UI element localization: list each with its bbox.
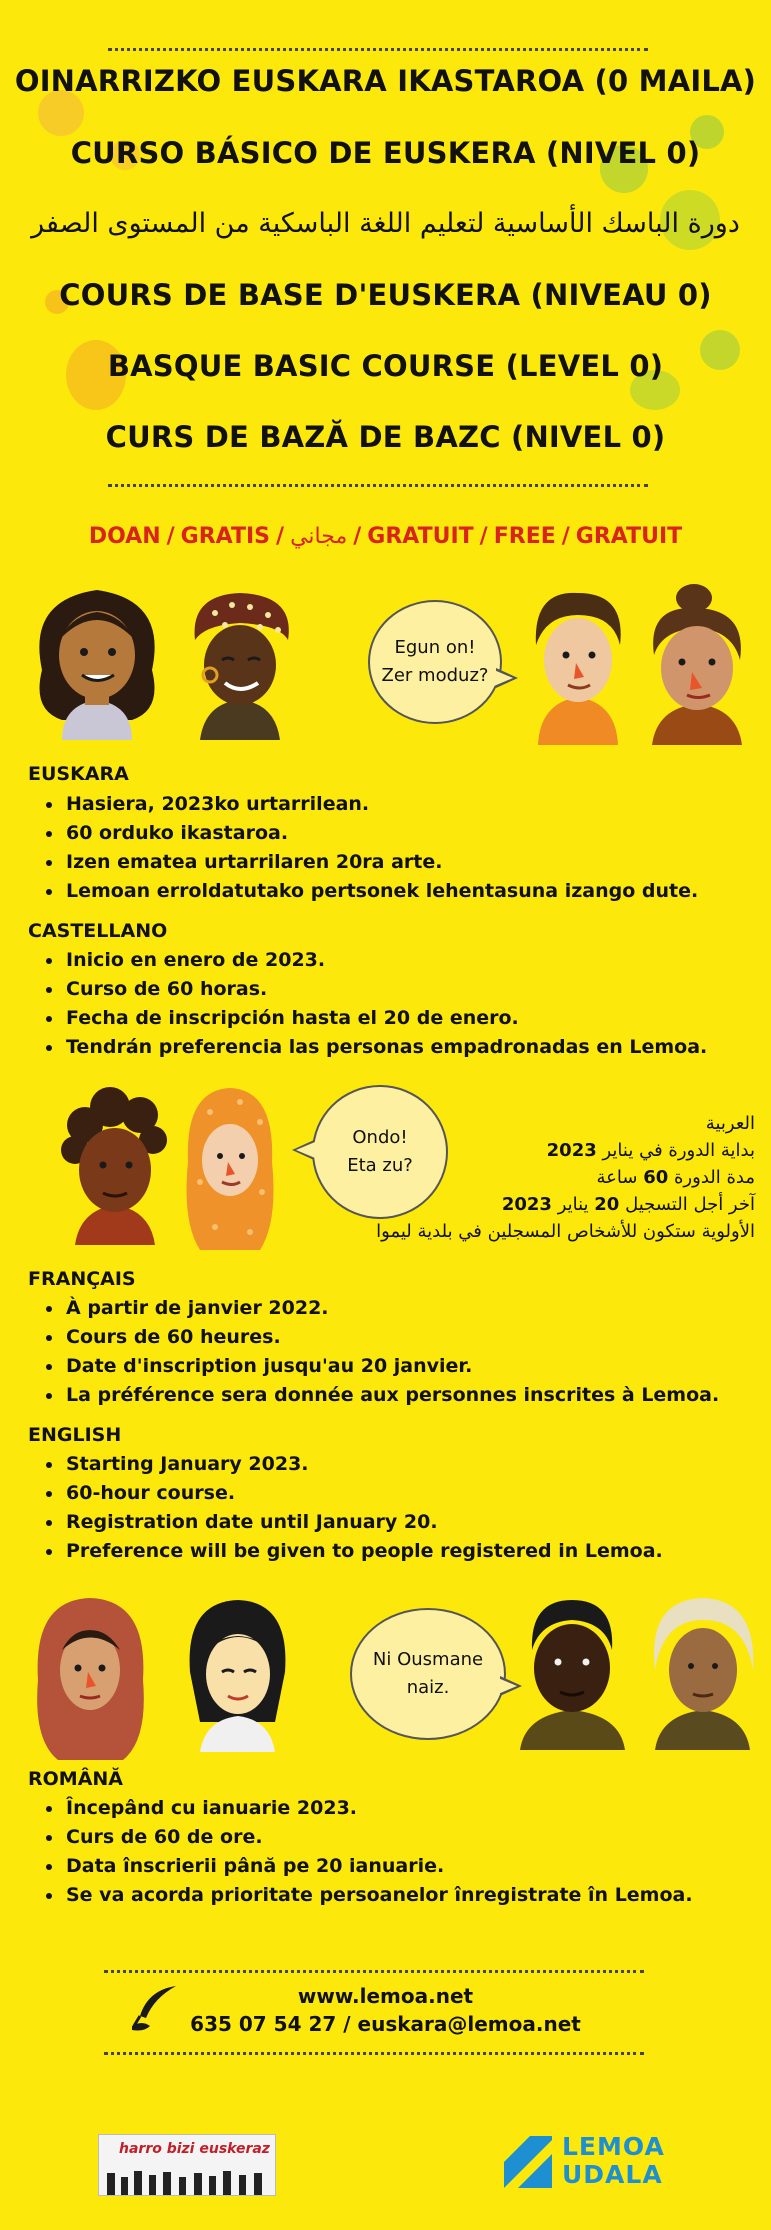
man-illustration-3 [510, 1590, 635, 1750]
heading-english: ENGLISH [28, 1424, 122, 1446]
title-euskara: OINARRIZKO EUSKARA IKASTAROA (0 MAILA) [14, 64, 757, 98]
arabic-line-2: مدة الدورة 60 ساعة [596, 1167, 755, 1188]
arabic-line-3: آخر أجل التسجيل 20 يناير 2023 [501, 1194, 755, 1215]
bubble-3-line-2: naiz. [406, 1677, 450, 1698]
title-arabic: دورة الباسك الأساسية لتعليم اللغة الباسكية من المستوى الصفر [31, 208, 740, 239]
arabic-line-1: بداية الدورة في يناير 2023 [546, 1140, 755, 1161]
list-item: • Se va acorda prioritate persoanelor înregistrate în Lemoa. [64, 1881, 693, 1910]
speech-bubble-1 [368, 600, 502, 724]
list-item: • Hasiera, 2023ko urtarrilean. [64, 790, 698, 819]
list-item: • 60 orduko ikastaroa. [64, 819, 698, 848]
heading-euskara: EUSKARA [28, 763, 129, 785]
list-item: • Starting January 2023. [64, 1450, 663, 1479]
mid-divider [108, 484, 648, 487]
free-es: GRATIS [180, 524, 271, 549]
woman-illustration-1 [22, 580, 172, 740]
lemoa-emblem-icon [502, 2134, 554, 2190]
footer-divider-bottom [104, 2052, 644, 2055]
list-romana [28, 1794, 693, 1910]
bubble-1-line-2: Zer moduz? [381, 665, 489, 686]
list-item: • Preference will be given to people registered in Lemoa. [64, 1537, 663, 1566]
free-labels: DOAN / GRATIS / مجاني / GRATUIT / FREE / GRATUIT [88, 524, 683, 549]
list-item: • Cours de 60 heures. [64, 1323, 719, 1352]
list-item: • Inicio en enero de 2023. [64, 946, 707, 975]
elderly-woman-illustration [645, 1590, 760, 1750]
speech-bubble-3 [350, 1608, 506, 1740]
free-eu: DOAN [88, 524, 161, 549]
heading-romana: ROMÂNĂ [28, 1768, 123, 1790]
title-english: BASQUE BASIC COURSE (LEVEL 0) [107, 349, 664, 383]
woman-illustration-2 [170, 585, 310, 740]
free-ro: GRATUIT [575, 524, 683, 549]
arabic-line-4: الأولوية ستكون للأشخاص المسجلين في بلدية ليموا [376, 1221, 755, 1242]
bubble-2-line-2: Eta zu? [347, 1155, 413, 1176]
heading-francais: FRANÇAIS [28, 1268, 136, 1290]
harro-bizi-euskeraz-logo [98, 2134, 276, 2196]
list-item: • Începând cu ianuarie 2023. [64, 1794, 693, 1823]
list-item: • Registration date until January 20. [64, 1508, 663, 1537]
list-item: • Data înscrierii până pe 20 ianuarie. [64, 1852, 693, 1881]
title-castellano: CURSO BÁSICO DE EUSKERA (NIVEL 0) [70, 136, 701, 170]
woman-illustration-3 [632, 580, 762, 745]
website-link[interactable]: www.lemoa.net [297, 1984, 474, 2008]
list-item: • Fecha de inscripción hasta el 20 de enero. [64, 1004, 707, 1033]
list-english [28, 1450, 663, 1566]
contact-info: 635 07 54 27 / euskara@lemoa.net [190, 2012, 581, 2036]
list-item: • Date d'inscription jusqu'au 20 janvier. [64, 1352, 719, 1381]
list-item: • La préférence sera donnée aux personnes inscrites à Lemoa. [64, 1381, 719, 1410]
list-item: • 60-hour course. [64, 1479, 663, 1508]
bubble-2-line-1: Ondo! [352, 1127, 408, 1148]
crowd-icon [99, 2165, 275, 2195]
udala-text: UDALA [562, 2160, 663, 2189]
top-divider [108, 48, 648, 51]
list-item: • Lemoan erroldatutako pertsonek lehentasuna izango dute. [64, 877, 698, 906]
list-item: • Curso de 60 horas. [64, 975, 707, 1004]
free-en: FREE [493, 524, 556, 549]
heading-arabic: العربية [705, 1113, 755, 1134]
list-francais [28, 1294, 719, 1410]
bubble-3-line-1: Ni Ousmane [372, 1649, 484, 1670]
bubble-1-line-1: Egun on! [394, 637, 476, 658]
list-item: • Curs de 60 de ore. [64, 1823, 693, 1852]
girl-illustration [180, 1592, 295, 1752]
lemoa-text: LEMOA [562, 2132, 665, 2161]
man-illustration-2 [55, 1085, 175, 1245]
man-illustration-1 [528, 585, 628, 745]
list-item: • Tendrán preferencia las personas empadronadas en Lemoa. [64, 1033, 707, 1062]
title-romana: CURS DE BAZĂ DE BAZC (NIVEL 0) [105, 420, 666, 454]
heading-castellano: CASTELLANO [28, 920, 168, 942]
free-ar: مجاني [290, 524, 348, 549]
list-item: • Izen ematea urtarrilaren 20ra arte. [64, 848, 698, 877]
list-item: • À partir de janvier 2022. [64, 1294, 719, 1323]
harro-logo-text: harro bizi euskeraz [119, 2141, 270, 2157]
arabic-info [376, 1110, 755, 1245]
title-francais: COURS DE BASE D'EUSKERA (NIVEAU 0) [59, 278, 712, 312]
woman-hijab-illustration-2 [28, 1590, 153, 1760]
footer-divider-top [104, 1970, 644, 1973]
list-euskara [28, 790, 698, 906]
woman-hijab-illustration-1 [180, 1082, 280, 1250]
free-fr: GRATUIT [367, 524, 474, 549]
lemoa-udala-logo [502, 2130, 672, 2194]
list-castellano [28, 946, 707, 1062]
